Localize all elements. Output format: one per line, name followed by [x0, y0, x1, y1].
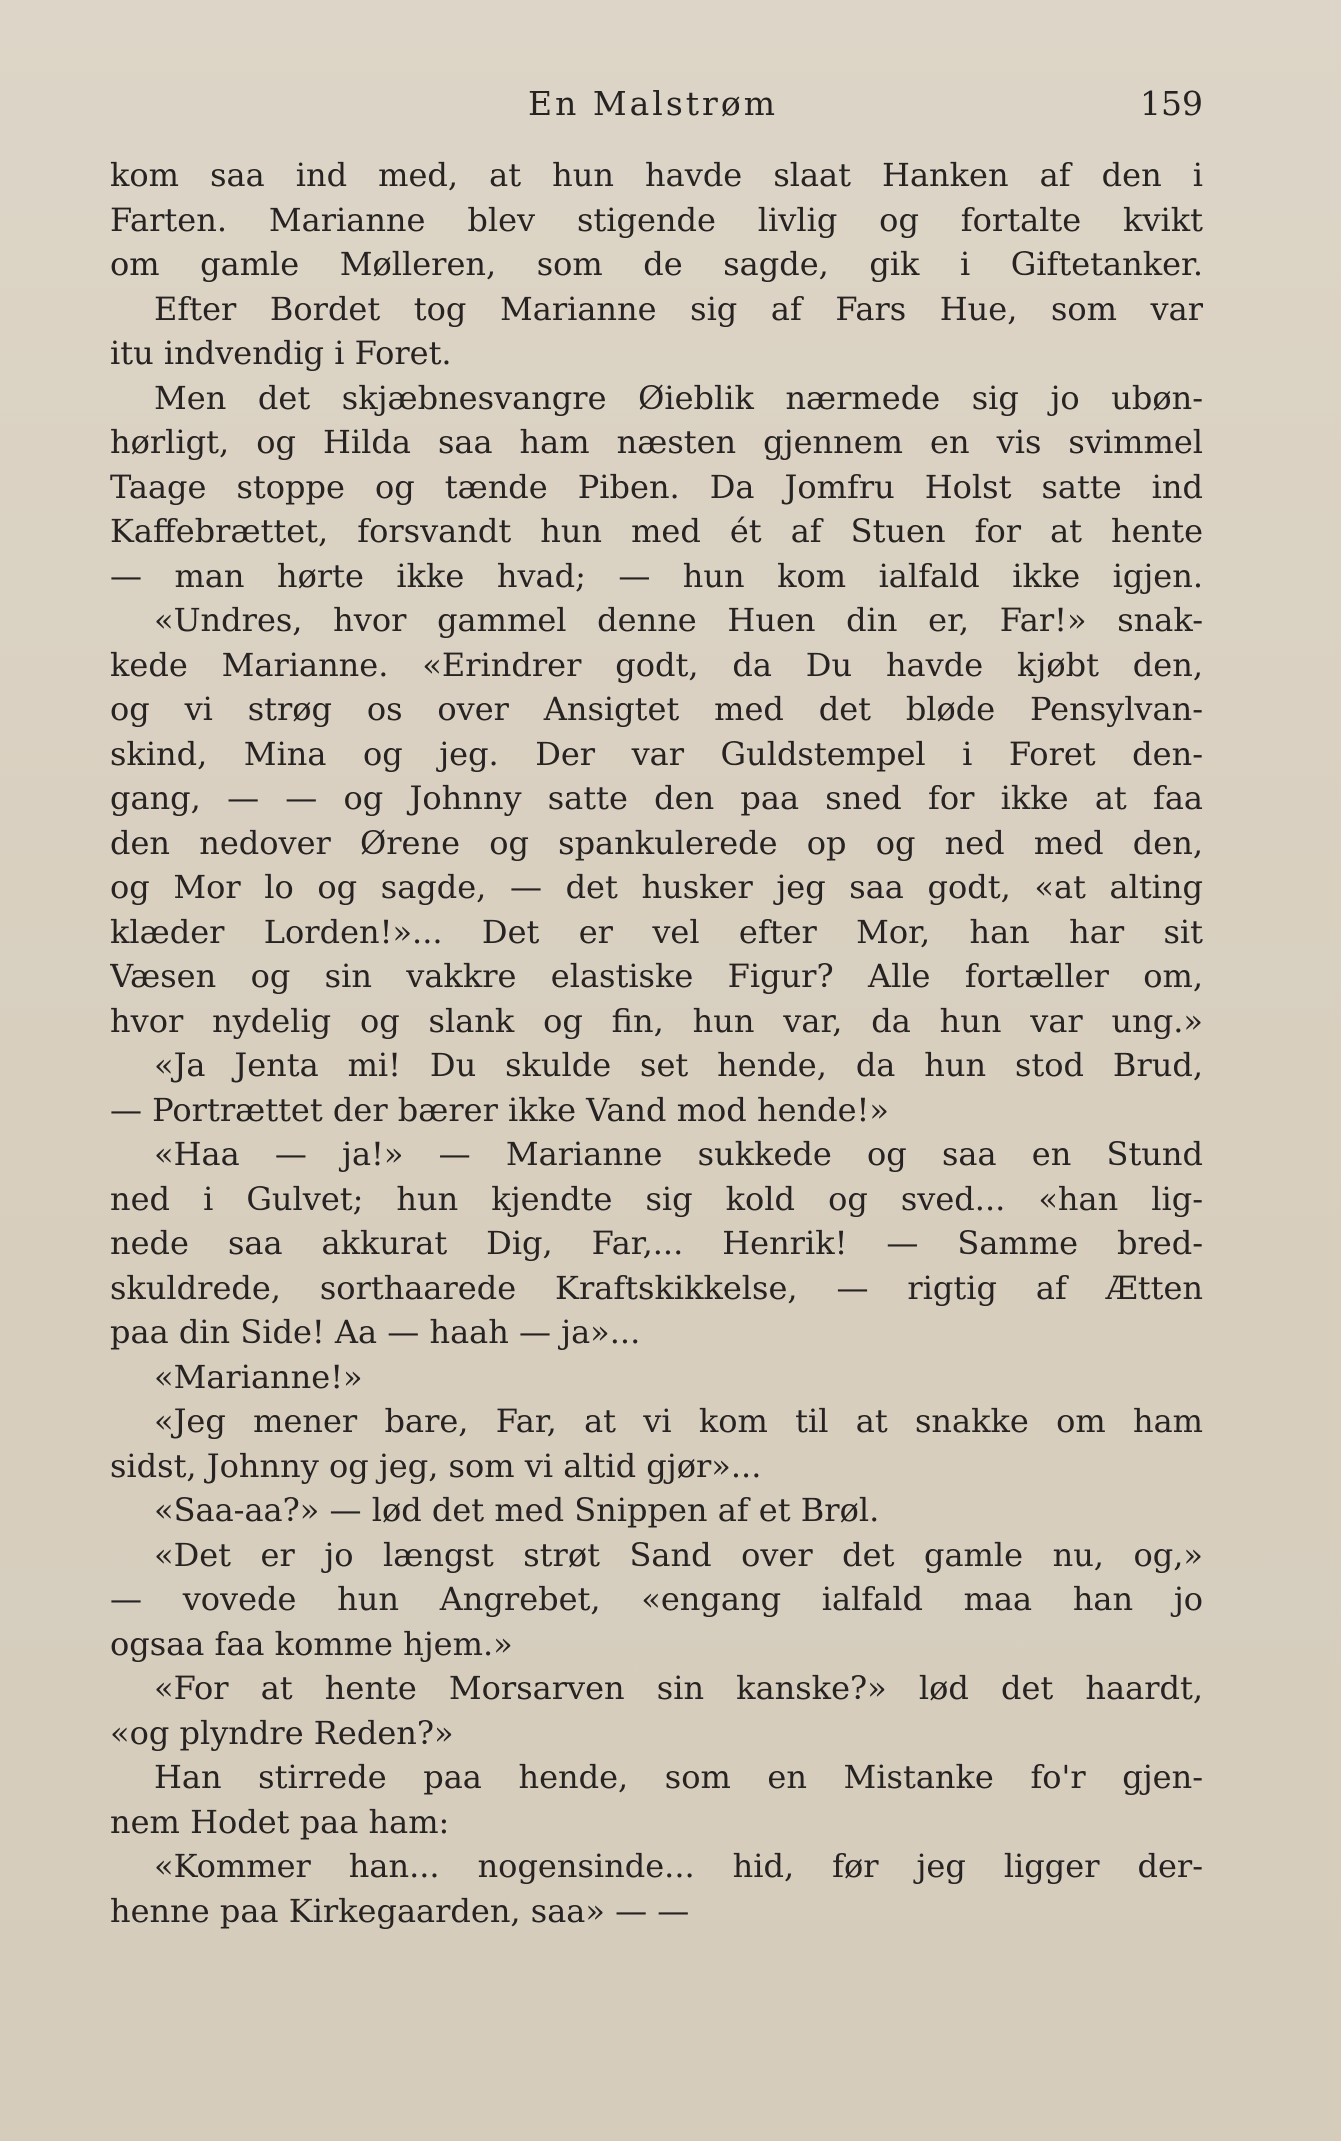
- text-line: klæder Lorden!»... Det er vel efter Mor, han har sit: [110, 912, 1203, 951]
- text-line: Kaffebrættet, forsvandt hun med ét af Stuen for at hente: [110, 512, 1203, 550]
- text-line: «Kommer han... nogensinde... hid, før jeg ligger der-: [154, 1847, 1203, 1885]
- text-line: «og plyndre Reden?»: [110, 1713, 454, 1752]
- text-line: nem Hodet paa ham:: [110, 1802, 450, 1841]
- text-line: om gamle Mølleren, som de sagde, gik i Giftetanker.: [110, 245, 1203, 283]
- text-line: «Marianne!»: [154, 1357, 363, 1396]
- text-line: Farten. Marianne blev stigende livlig og fortalte kvikt: [110, 200, 1203, 239]
- text-line: «For at hente Morsarven sin kanske?» lød det haardt,: [154, 1669, 1203, 1707]
- text-line: «Saa-aa?» — lød det med Snippen af et Brøl.: [154, 1491, 880, 1529]
- text-line: den nedover Ørene og spankulerede op og ned med den,: [110, 823, 1203, 862]
- text-line: skuldrede, sorthaarede Kraftskikkelse, — rigtig af Ætten: [110, 1268, 1203, 1307]
- text-line: «Jeg mener bare, Far, at vi kom til at snakke om ham: [154, 1402, 1203, 1440]
- text-line: gang, — — og Johnny satte den paa sned for ikke at faa: [110, 779, 1203, 817]
- text-line: itu indvendig i Foret.: [110, 334, 452, 372]
- page-number: 159: [1140, 84, 1203, 123]
- text-line: «Haa — ja!» — Marianne sukkede og saa en Stund: [154, 1135, 1203, 1173]
- text-line: Han stirrede paa hende, som en Mistanke fo'r gjen-: [154, 1758, 1203, 1796]
- text-line: — Portrættet der bærer ikke Vand mod hende!»: [110, 1090, 889, 1129]
- text-line: «Undres, hvor gammel denne Huen din er, Far!» snak-: [154, 601, 1203, 639]
- text-line: henne paa Kirkegaarden, saa» — —: [110, 1891, 690, 1930]
- text-line: «Det er jo længst strøt Sand over det gamle nu, og,»: [154, 1535, 1203, 1574]
- text-line: paa din Side! Aa — haah — ja»...: [110, 1313, 641, 1351]
- text-line: hvor nydelig og slank og fin, hun var, da hun var ung.»: [110, 1001, 1203, 1040]
- text-line: «Ja Jenta mi! Du skulde set hende, da hun stod Brud,: [154, 1046, 1203, 1084]
- text-line: og Mor lo og sagde, — det husker jeg saa godt, «at alting: [110, 868, 1203, 906]
- page-header: [110, 82, 1203, 132]
- text-line: ned i Gulvet; hun kjendte sig kold og sved... «han lig-: [110, 1179, 1203, 1218]
- body-text: [110, 153, 1203, 1933]
- text-line: Taage stoppe og tænde Piben. Da Jomfru Holst satte ind: [110, 467, 1203, 506]
- text-line: sidst, Johnny og jeg, som vi altid gjør»...: [110, 1446, 762, 1485]
- text-line: og vi strøg os over Ansigtet med det bløde Pensylvan-: [110, 690, 1203, 728]
- text-line: kede Marianne. «Erindrer godt, da Du havde kjøbt den,: [110, 645, 1203, 684]
- text-line: — man hørte ikke hvad; — hun kom ialfald ikke igjen.: [110, 556, 1203, 595]
- text-line: — vovede hun Angrebet, «engang ialfald maa han jo: [110, 1580, 1203, 1618]
- text-line: skind, Mina og jeg. Der var Guldstempel i Foret den-: [110, 734, 1203, 773]
- text-line: kom saa ind med, at hun havde slaat Hanken af den i: [110, 156, 1203, 194]
- running-title: En Malstrøm: [528, 84, 778, 123]
- text-line: ogsaa faa komme hjem.»: [110, 1624, 513, 1663]
- text-line: Men det skjæbnesvangre Øieblik nærmede sig jo ubøn-: [154, 378, 1203, 417]
- text-line: nede saa akkurat Dig, Far,... Henrik! — Samme bred-: [110, 1224, 1203, 1262]
- text-line: hørligt, og Hilda saa ham næsten gjennem en vis svimmel: [110, 423, 1203, 461]
- text-line: Væsen og sin vakkre elastiske Figur? Alle fortæller om,: [110, 957, 1203, 995]
- text-line: Efter Bordet tog Marianne sig af Fars Hue, som var: [154, 289, 1203, 328]
